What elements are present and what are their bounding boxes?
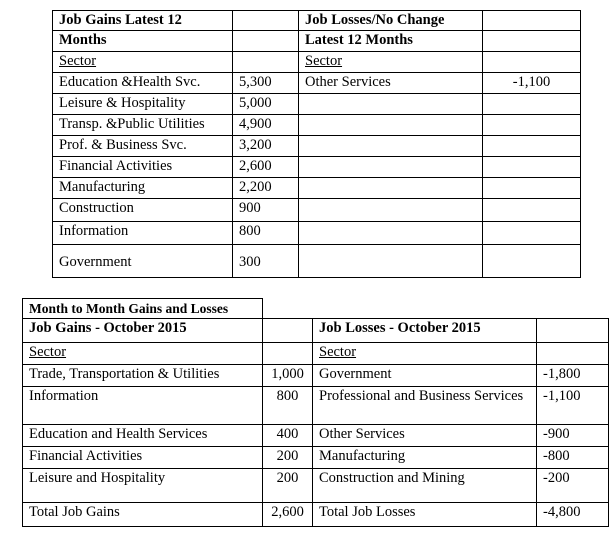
table-row — [53, 245, 581, 278]
total-losses-label: Total Job Losses — [313, 503, 537, 527]
annual-gains-title: Job Gains Latest 12 — [53, 11, 233, 31]
gain-value: 200 — [263, 447, 313, 469]
loss-value: -1,800 — [537, 365, 609, 387]
loss-value: -200 — [537, 469, 609, 503]
gain-sector: Transp. &Public Utilities — [53, 115, 233, 136]
annual-gains-title-cont: Months — [53, 31, 233, 52]
annual-losses-title: Job Losses/No Change — [299, 11, 483, 31]
table-row — [23, 365, 609, 387]
gain-sector: Information — [23, 387, 263, 425]
gain-value: 800 — [263, 387, 313, 425]
loss-sector: Professional and Business Services — [313, 387, 537, 425]
annual-losses-sector-header: Sector — [299, 52, 483, 73]
gain-sector: Construction — [53, 199, 233, 222]
totals-row — [23, 503, 609, 527]
gain-sector: Manufacturing — [53, 178, 233, 199]
loss-sector: Other Services — [313, 425, 537, 447]
loss-value: -900 — [537, 425, 609, 447]
annual-losses-title-cont: Latest 12 Months — [299, 31, 483, 52]
gain-sector: Information — [53, 222, 233, 245]
gain-value: 400 — [263, 425, 313, 447]
loss-sector: Other Services — [299, 73, 483, 94]
monthly-gains-title: Job Gains - October 2015 — [23, 319, 263, 343]
table-row — [53, 73, 581, 94]
table-row — [53, 178, 581, 199]
gain-value: 800 — [233, 222, 299, 245]
gain-value: 900 — [233, 199, 299, 222]
table-row — [53, 199, 581, 222]
gain-value: 200 — [263, 469, 313, 503]
monthly-losses-title: Job Losses - October 2015 — [313, 319, 537, 343]
monthly-job-table — [22, 298, 609, 527]
gain-value: 3,200 — [233, 136, 299, 157]
gain-value: 4,900 — [233, 115, 299, 136]
gain-sector: Leisure & Hospitality — [53, 94, 233, 115]
total-losses-value: -4,800 — [537, 503, 609, 527]
annual-job-table — [52, 10, 581, 278]
gain-sector: Financial Activities — [23, 447, 263, 469]
gain-sector: Prof. & Business Svc. — [53, 136, 233, 157]
table-row — [23, 447, 609, 469]
table-row — [53, 136, 581, 157]
monthly-gains-sector-header: Sector — [23, 343, 263, 365]
loss-sector: Manufacturing — [313, 447, 537, 469]
loss-value: -1,100 — [537, 387, 609, 425]
total-gains-label: Total Job Gains — [23, 503, 263, 527]
table-row — [53, 94, 581, 115]
monthly-losses-sector-header: Sector — [313, 343, 537, 365]
monthly-table-title: Month to Month Gains and Losses — [23, 299, 263, 319]
gain-value: 1,000 — [263, 365, 313, 387]
table-row — [53, 222, 581, 245]
table-row — [53, 157, 581, 178]
gain-sector: Financial Activities — [53, 157, 233, 178]
gain-sector: Education &Health Svc. — [53, 73, 233, 94]
gain-sector: Leisure and Hospitality — [23, 469, 263, 503]
gain-value: 5,300 — [233, 73, 299, 94]
table-row — [23, 425, 609, 447]
total-gains-value: 2,600 — [263, 503, 313, 527]
gain-sector: Trade, Transportation & Utilities — [23, 365, 263, 387]
annual-gains-sector-header: Sector — [53, 52, 233, 73]
table-row — [23, 387, 609, 425]
gain-sector: Government — [53, 245, 233, 278]
gain-value: 2,200 — [233, 178, 299, 199]
gain-sector: Education and Health Services — [23, 425, 263, 447]
loss-value: -1,100 — [483, 73, 581, 94]
table-row — [23, 469, 609, 503]
gain-value: 2,600 — [233, 157, 299, 178]
gain-value: 300 — [233, 245, 299, 278]
gain-value: 5,000 — [233, 94, 299, 115]
loss-sector: Government — [313, 365, 537, 387]
loss-sector: Construction and Mining — [313, 469, 537, 503]
table-row — [53, 115, 581, 136]
loss-value: -800 — [537, 447, 609, 469]
